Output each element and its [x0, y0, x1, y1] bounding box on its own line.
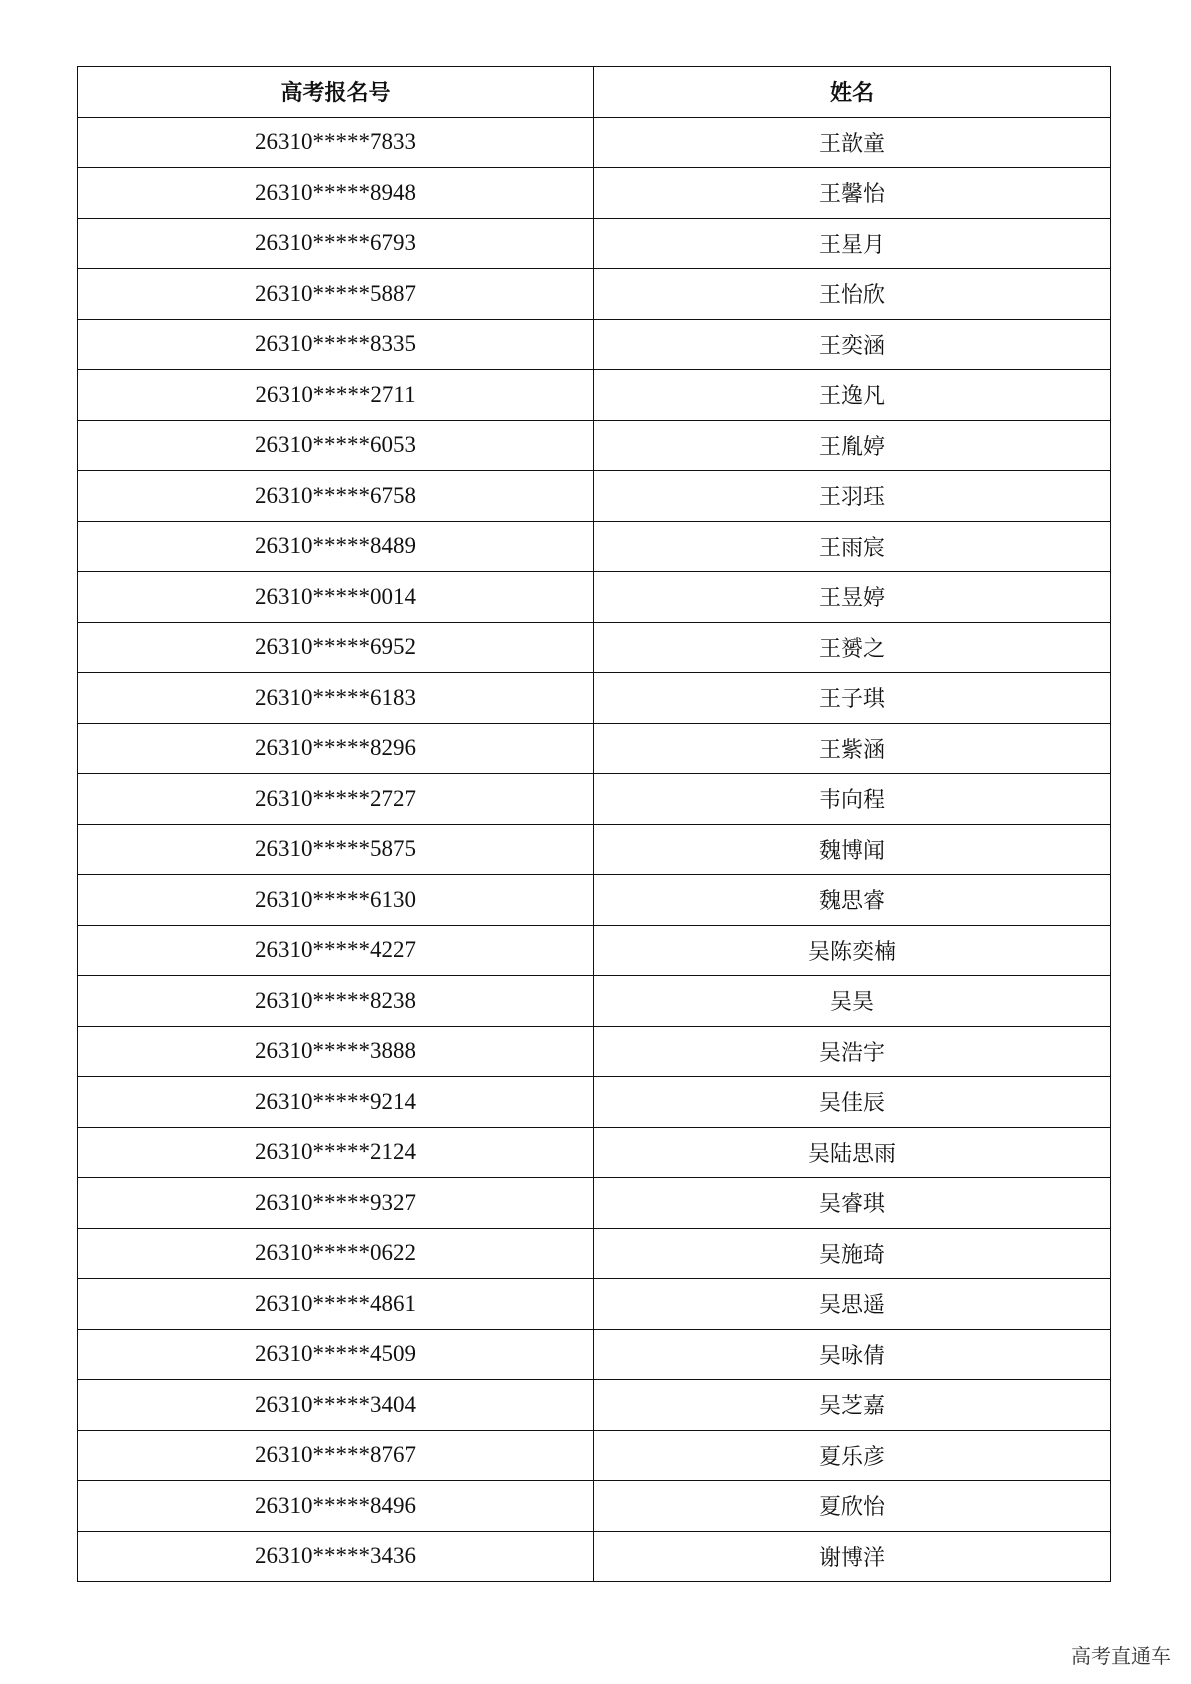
registration-number-cell: 26310*****9327 [78, 1178, 594, 1229]
registration-number-cell: 26310*****4509 [78, 1329, 594, 1380]
student-name-cell: 王胤婷 [594, 420, 1111, 471]
student-name-cell: 吴浩宇 [594, 1026, 1111, 1077]
registration-number-cell: 26310*****6130 [78, 875, 594, 926]
roster-table-container [77, 66, 1110, 1582]
table-row [78, 420, 1111, 471]
table-row [78, 521, 1111, 572]
student-name-cell: 王逸凡 [594, 370, 1111, 421]
table-row [78, 1077, 1111, 1128]
table-row [78, 1329, 1111, 1380]
table-row [78, 723, 1111, 774]
registration-number-cell: 26310*****2711 [78, 370, 594, 421]
table-row [78, 774, 1111, 825]
registration-number-cell: 26310*****4227 [78, 925, 594, 976]
student-name-cell: 王怡欣 [594, 269, 1111, 320]
registration-number-cell: 26310*****8335 [78, 319, 594, 370]
student-name-cell: 王奕涵 [594, 319, 1111, 370]
registration-number-cell: 26310*****6758 [78, 471, 594, 522]
student-name-cell: 夏欣怡 [594, 1481, 1111, 1532]
header-registration-number: 高考报名号 [78, 67, 594, 118]
registration-number-cell: 26310*****8948 [78, 168, 594, 219]
student-name-cell: 谢博洋 [594, 1531, 1111, 1582]
student-name-cell: 吴芝嘉 [594, 1380, 1111, 1431]
student-name-cell: 王赟之 [594, 622, 1111, 673]
student-name-cell: 王馨怡 [594, 168, 1111, 219]
table-row [78, 471, 1111, 522]
table-header-row [78, 67, 1111, 118]
table-row [78, 1430, 1111, 1481]
table-row [78, 1531, 1111, 1582]
table-row [78, 370, 1111, 421]
registration-number-cell: 26310*****4861 [78, 1279, 594, 1330]
table-row [78, 622, 1111, 673]
table-row [78, 1279, 1111, 1330]
registration-number-cell: 26310*****8238 [78, 976, 594, 1027]
table-row [78, 1127, 1111, 1178]
student-name-cell: 吴佳辰 [594, 1077, 1111, 1128]
registration-number-cell: 26310*****0622 [78, 1228, 594, 1279]
table-row [78, 925, 1111, 976]
student-name-cell: 王星月 [594, 218, 1111, 269]
student-name-cell: 王羽珏 [594, 471, 1111, 522]
table-row [78, 1228, 1111, 1279]
registration-number-cell: 26310*****5875 [78, 824, 594, 875]
watermark-text: 高考直通车 [1071, 1644, 1171, 1668]
student-name-cell: 吴昊 [594, 976, 1111, 1027]
student-name-cell: 魏博闻 [594, 824, 1111, 875]
student-name-cell: 王昱婷 [594, 572, 1111, 623]
table-row [78, 875, 1111, 926]
registration-number-cell: 26310*****2124 [78, 1127, 594, 1178]
table-row [78, 319, 1111, 370]
registration-number-cell: 26310*****9214 [78, 1077, 594, 1128]
student-name-cell: 吴陆思雨 [594, 1127, 1111, 1178]
student-name-cell: 吴睿琪 [594, 1178, 1111, 1229]
registration-number-cell: 26310*****3436 [78, 1531, 594, 1582]
registration-number-cell: 26310*****5887 [78, 269, 594, 320]
registration-number-cell: 26310*****8767 [78, 1430, 594, 1481]
table-body [78, 117, 1111, 1582]
table-row [78, 1178, 1111, 1229]
table-row [78, 572, 1111, 623]
registration-number-cell: 26310*****8496 [78, 1481, 594, 1532]
registration-number-cell: 26310*****6053 [78, 420, 594, 471]
student-name-cell: 王雨宸 [594, 521, 1111, 572]
student-name-cell: 吴咏倩 [594, 1329, 1111, 1380]
registration-number-cell: 26310*****3404 [78, 1380, 594, 1431]
table-row [78, 117, 1111, 168]
student-name-cell: 夏乐彦 [594, 1430, 1111, 1481]
student-name-cell: 吴思遥 [594, 1279, 1111, 1330]
table-row [78, 1481, 1111, 1532]
student-name-cell: 韦向程 [594, 774, 1111, 825]
table-row [78, 1026, 1111, 1077]
registration-number-cell: 26310*****6952 [78, 622, 594, 673]
registration-number-cell: 26310*****7833 [78, 117, 594, 168]
student-name-cell: 王子琪 [594, 673, 1111, 724]
table-row [78, 673, 1111, 724]
registration-number-cell: 26310*****6793 [78, 218, 594, 269]
registration-number-cell: 26310*****8489 [78, 521, 594, 572]
table-row [78, 976, 1111, 1027]
student-name-cell: 魏思睿 [594, 875, 1111, 926]
registration-number-cell: 26310*****0014 [78, 572, 594, 623]
registration-number-cell: 26310*****2727 [78, 774, 594, 825]
student-name-cell: 王歆童 [594, 117, 1111, 168]
student-name-cell: 王紫涵 [594, 723, 1111, 774]
table-row [78, 269, 1111, 320]
table-row [78, 168, 1111, 219]
header-name: 姓名 [594, 67, 1111, 118]
student-name-cell: 吴陈奕楠 [594, 925, 1111, 976]
student-name-cell: 吴施琦 [594, 1228, 1111, 1279]
registration-number-cell: 26310*****3888 [78, 1026, 594, 1077]
table-row [78, 218, 1111, 269]
registration-number-cell: 26310*****8296 [78, 723, 594, 774]
roster-table [77, 66, 1111, 1582]
table-row [78, 824, 1111, 875]
table-row [78, 1380, 1111, 1431]
registration-number-cell: 26310*****6183 [78, 673, 594, 724]
